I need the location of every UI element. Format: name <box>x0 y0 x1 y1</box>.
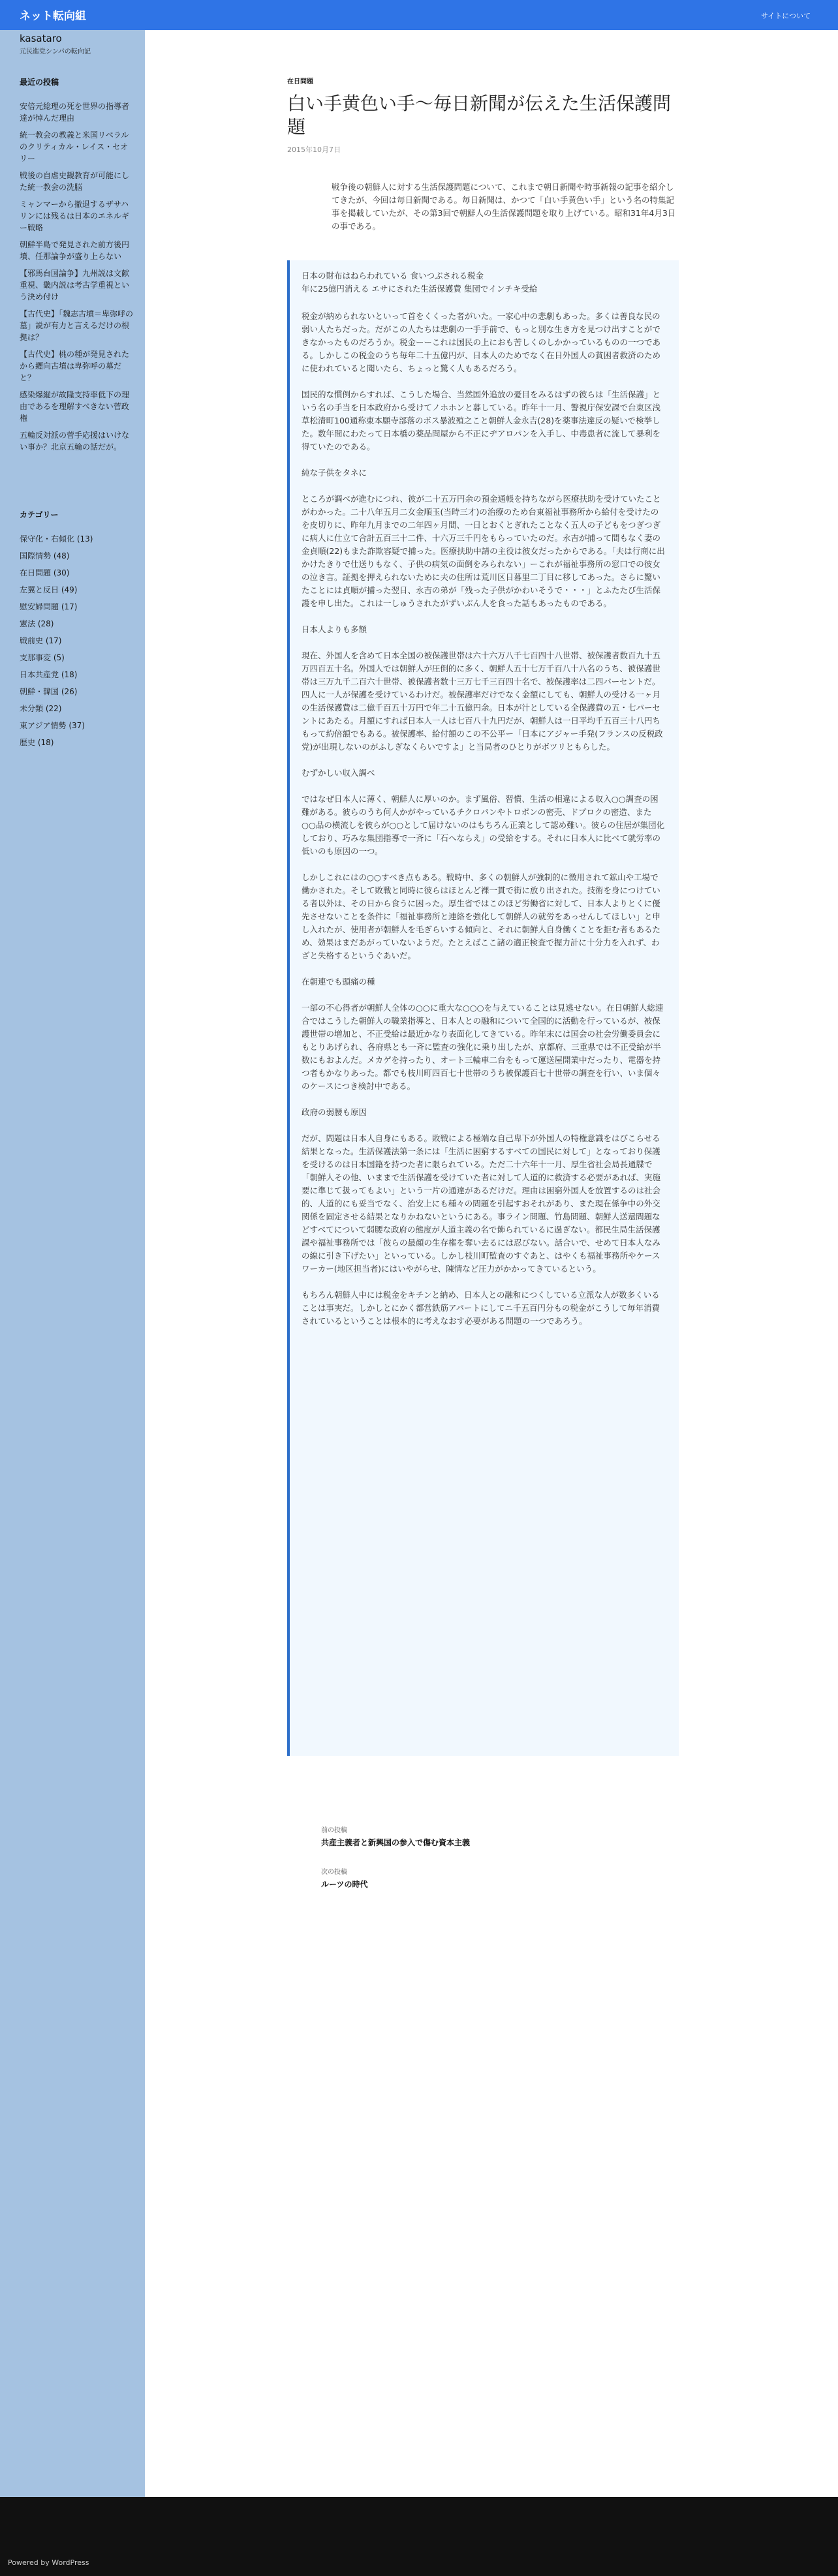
about-link[interactable]: サイトについて <box>760 12 811 20</box>
categories-heading: カテゴリー <box>20 510 59 519</box>
quote-paragraph: 一部の不心得者が朝鮮人全体の○○に重大な○○○を与えていることは見逃せない。在日朝鮮人総連合ではこうした朝鮮人の職業指導と、日本人との融和について全国的に活動を行っているが、被保護世帯の増加と、不正受給は最近かなり表面化してきている。昨年末には国会の社会労働委員会にもとりあげられ、各府県とも一斉に監査の強化に乗り出したが、京都府、三重県では不正受給が半数にもおよんだ。メカゲを持ったり、オート三輪車二台をもって運送屋開業中だったり、電器を持つ者もかなりあった。都でも枝川町四百七十世帯のうち被保護百七十世帯の調査を行い、いま個々のケースにつき検討中である。 <box>302 1003 664 1091</box>
recent-post-link[interactable]: 統一教会の教義と米国リベラルのクリティカル・レイス・セオリー <box>20 130 129 163</box>
article-title: 白い手黄色い手〜毎日新聞が伝えた生活保護問題 <box>287 93 672 138</box>
category-link[interactable]: 左翼と反日 (49) <box>20 585 78 594</box>
category-link[interactable]: 支那事変 (5) <box>20 653 65 662</box>
main-content <box>145 30 838 2497</box>
recent-posts-list <box>20 100 134 453</box>
article-blockquote <box>287 260 679 1756</box>
quote-paragraph: ではなぜ日本人に薄く、朝鮮人に厚いのか。まず風俗、習慣、生活の相違による収入○○調査の困難がある。彼らのうち何人かがやっているチクロパンやトロポンの密売、ドブロクの密造、また○○品の横流しを彼らが○○として届けないのはもちろん正業として認め難い。彼らの住居が集団化しており、巧みな集団指導で一斉に「石へならえ」の受給をする。それに日本人に比べて就労率の低いのも原因の一つ。 <box>302 794 665 856</box>
recent-post-link[interactable]: ミャンマーから撤退するザサハリンには残るは日本のエネルギー戦略 <box>20 200 130 232</box>
previous-post-link[interactable]: 共産主義者と新興国の参入で傷む資本主義 <box>321 1838 471 1847</box>
author-name: kasataro <box>20 33 62 44</box>
previous-post-label: 前の投稿 <box>321 1827 347 1834</box>
recent-post-link[interactable]: 感染爆縦が故隆支持率低下の理由であるを理解すべきない菅政権 <box>20 390 130 423</box>
recent-post-link[interactable]: 【古代史】「魏志古墳＝卑弥呼の墓」説が有力と言えるだけの根拠は？ <box>20 309 134 342</box>
category-link[interactable]: 在日問題 (30) <box>20 568 70 577</box>
author-description: 元民進党シンパの転向記 <box>20 48 91 55</box>
quote-section-heading: むずかしい収入調べ <box>302 768 375 778</box>
category-link[interactable]: 朝鮮・韓国 (26) <box>20 687 78 696</box>
quote-paragraph: ところが調べが進むにつれ、彼が二十五万円余の預金通帳を持ちながら医療扶助を受けていたことがわかった。二十八年五月二女金順玉(当時三才)の治療のため台東福祉事務所から給付を受けたのを皮切りに、昨年九月までの二年四ヶ月間、一日とおくとぎれたことなく五人の子どもをつぎつぎに病人に仕立て合計五百三十二件、十六万三千円をもらっていたのだ。永吉が捕って間もなく妻の金貞順(22)もまた詐欺容疑で捕った。医療扶助中請の主役は彼女だったからである。「夫は行商に出かけたきりで仕送りもなく、子供の病気の面倒をみられない」ーこれが福祉事務所の窓口での彼女の泣き言。証拠を押えられないために夫の住所は荒川区日暮里二丁目に移してあった。さらに驚いたことには貞順が捕った翌日、永吉の弟が「残った子供がかわいそうで・・・」とふたたび生活保護を申し出た。これは一しゅうされたがずいぶん人を食った話もあったものである。 <box>302 494 665 608</box>
article-header <box>287 76 679 233</box>
category-link[interactable]: 東アジア情勢 (37) <box>20 721 85 730</box>
category-link[interactable]: 保守化・右傾化 (13) <box>20 534 93 544</box>
category-link[interactable]: 歴史 (18) <box>20 738 54 747</box>
article-category[interactable]: 在日問題 <box>287 78 313 85</box>
recent-post-link[interactable]: 五輪反対派の菅手応援はいけない事か？北京五輪の話だが。 <box>20 431 130 452</box>
quote-paragraph: だが、問題は日本人自身にもある。敗戦による極端な自己卑下が外国人の特権意識をはびこらせる結果となった。生活保護法第一条には「生活に困窮するすべての国民に対して」となっており保護を受けるのは日本国籍を持つた者に限られている。ただ二十六年十一月、厚生省社会局長通牒で「朝鮮人その他、いままで生活保護を受けていた者に対して人道的に救済する必要があれば、実施要に準じて扱ってもよい」という一片の通達があるだけだ。理由は困窮外国人を放置するのは社会的、人道的にも妥当でなく、治安上にも種々の問題を引起すおそれがあり、また現在係争中の外交関係を固定させる結果となりかねないというにある。事ライン問題、竹島問題、朝鮮人送還問題などすべてについて弱腰な政府の態度が人道主義の名で飾られているに過ぎない。都民生局生活保護課や福祉事務所では「彼らの最顔の生存権を奪い去るには忍びない。話合いで、せめて日本人なみの線に引き下げたい」といっている。しかし枝川町監査のすぐあと、はやくも福祉事務所やケースワーカー(地区担当者)にはいやがらせ、陳情など圧力がかかってきているという。 <box>302 1133 661 1274</box>
recent-post-link[interactable]: 【邪馬台国論争】九州説は文献重視、畿内説は考古学重視という決め付け <box>20 269 130 301</box>
category-link[interactable]: 国際情勢 (48) <box>20 551 70 560</box>
quote-section-heading: 純な子供をタネに <box>302 468 367 478</box>
post-navigation <box>321 1824 647 1908</box>
footer-credit[interactable]: Powered by WordPress <box>8 2558 89 2567</box>
quote-section-heading: 日本人よりも多額 <box>302 624 367 634</box>
sidebar <box>0 30 145 2497</box>
next-post-link[interactable]: ルーツの時代 <box>321 1880 368 1889</box>
category-link[interactable]: 慰安婦問題 (17) <box>20 602 78 611</box>
recent-posts-heading: 最近の投稿 <box>20 78 59 87</box>
category-link[interactable]: 戦前史 (17) <box>20 636 62 645</box>
quote-paragraph: 現在、外国人を含めて日本全国の被保護世帯は六十六万八千七百四十八世帯、被保護者数百九十五万四百五十名。外国人では朝鮮人が圧倒的に多く、朝鮮人五十七万千百八十八名のうち、被保護世帯は三万九千二百六十世帯、被保護者数十三万七千三百四十名で、被保護率は二四パーセントだ。四人に一人が保護を受けているわけだ。被保護率だけでなく金額にしても、朝鮮人の受ける一ヶ月の生活保護費は二億千百五十万円で年二十五億円余。日本が汁としている全保護費の五・七パーセントにあたる。月額にすれば日本人一人は七百八十九円だが、朝鮮人は一日平均千五百三十八円ちもって約倍額でもある。被保護率、給付額のこの不公平ー「日本にアジャー手発(フランスの反税政党)が出現しないのがふしぎなくらいですよ」と当局者のひとりがボツリともらした。 <box>302 651 663 752</box>
recent-post-link[interactable]: 【古代史】桃の種が発見されたから纒向古墳は卑弥呼の墓だと？ <box>20 350 130 382</box>
quote-paragraph: 国民的な慣例からすれば、こうした場合、当然国外追放の憂目をみるはずの彼らは「生活保護」という名の手当を日本政府から受けてノホホンと暮している。昨年十一月、警視庁保安課で台東区浅草松清町100通称東本願寺部落のボス暴波殖之こと朝鮮人金永吉(28)を薬事法違反の疑いで検挙した。数年間にわたって日本橋の薬品問屋から不正にヂアロパンを入手し、中毒患者に流して暴利を得ていたのである。 <box>302 390 661 452</box>
recent-post-link[interactable]: 安倍元総理の死を世界の指導者達が悼んだ理由 <box>20 102 130 123</box>
category-link[interactable]: 憲法 (28) <box>20 619 54 628</box>
site-title[interactable]: ネット転向組 <box>20 10 86 23</box>
quote-subheadline: 年に25億円消える エサにされた生活保護費 集団でインチキ受給 <box>302 284 538 294</box>
site-footer <box>0 2497 838 2576</box>
quote-section-heading: 政府の弱腰も原因 <box>302 1107 367 1117</box>
site-header <box>0 0 838 30</box>
quote-paragraph: 税金が納められないといって首をくくった者がいた。一家心中の悲劇もあった。多くは善良な民の弱い人たちだった。だがこの人たちは悲劇の一手手前で、もっと別な生き方を見つけ出すことができなかったものだろうか。税金ーーこれは国民の上におも苦しくのしかかっているものの一つである。しかしこの税金のうち毎年二十五億円が、日本人のためでなく在日外国人の貧困者救済のために使われていると聞いたら、ちょっと驚く人もあるだろう。 <box>302 311 661 373</box>
recent-post-link[interactable]: 戦後の自虐史観教育が可能にした統一教会の洗脳 <box>20 171 130 192</box>
article-date[interactable]: 2015年10月7日 <box>287 146 341 154</box>
quote-headline: 日本の財布はねらわれている 食いつぶされる税金 <box>302 271 484 281</box>
category-link[interactable]: 日本共産党 (18) <box>20 670 78 679</box>
next-post-label: 次の投稿 <box>321 1869 347 1876</box>
categories-list <box>20 533 134 748</box>
quote-section-heading: 在朝連でも頭痛の種 <box>302 977 375 987</box>
article-intro: 戦争後の朝鮮人に対する生活保護問題について、これまで朝日新聞や時事新報の記事を紹介してきたが、今回は毎日新聞である。毎日新聞は、かつて「白い手黄色い手」という名の特集記事を掲載していたが、その第3回で朝鮮人の生活保護問題を取り上げている。昭和31年4月3日の事である。 <box>332 182 676 231</box>
category-link[interactable]: 未分類 (22) <box>20 704 62 713</box>
recent-post-link[interactable]: 朝鮮半島で発見された前方後円墳、任那論争が盛り上らない <box>20 240 130 261</box>
quote-paragraph: しかしこれにはの○○すべき点もある。戦時中、多くの朝鮮人が強制的に徴用されて鉱山や工場で働かされた。そして敗戦と同時に彼らはほとんど裸一貫で街に放り出された。技術を身につけている者以外は、その日から食うに困った。厚生省ではこのほど労働省に対して、日本人よりとくに優先させないことを条件に「福祉事務所と連絡を強化して朝鮮人の就労をあっせんしてほしい」と申し入れたが、使用者が朝鮮人を毛ぎらいする傾向と、それに朝鮮人自身働くことを拒む者もあるため、効果はまだあがっていないようだ。たとえばここ諸の適正検査で握力計に十分力を入れず、わざと失格するというぐあいだ。 <box>302 872 661 960</box>
quote-paragraph: もちろん朝鮮人中には税金をキチンと納め、日本人との融和につくしている立派な人が数多くいることは事実だ。しかしとにかく都営鉄筋アパートにしてニ千五百円分もの税金がこうして毎年消費されているということは根本的に考えなおす必要がある問題の一つであろう。 <box>302 1290 660 1326</box>
